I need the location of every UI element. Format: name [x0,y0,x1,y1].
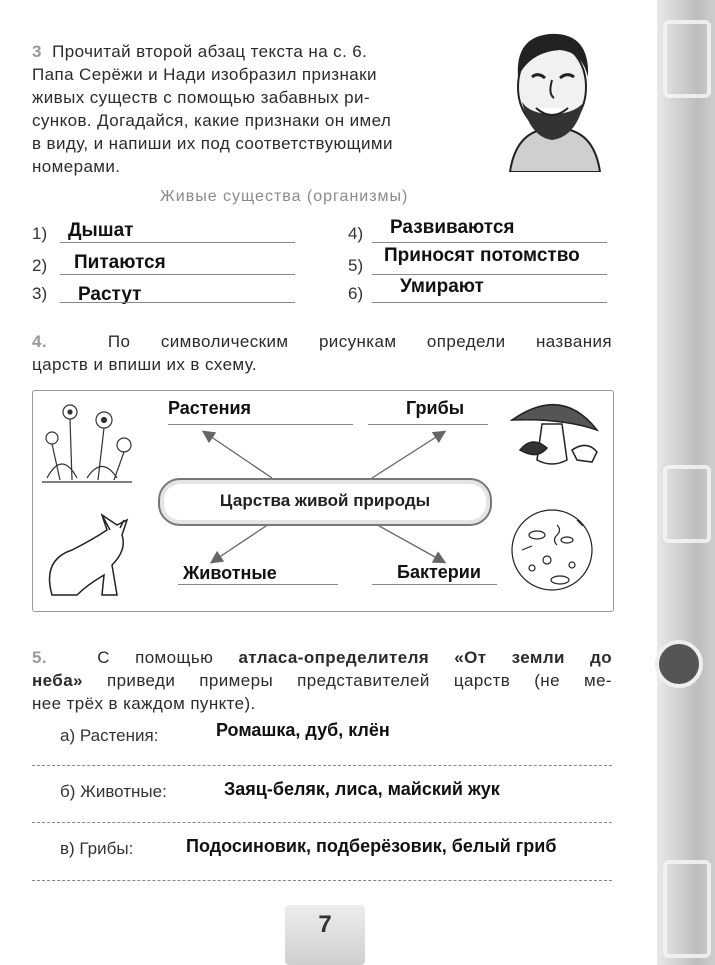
task5-text: 5. С помощью атласа-определителя «От земли до неба» приведи примеры представителей царств (не ме- нее трёх в каждом пункте). [32,648,612,713]
page-number-box [285,905,365,965]
answer-line [372,242,607,243]
task3-line: в виду, и напиши их под соответствующими [32,134,393,153]
kingdom-fungi: Грибы [406,398,465,418]
answer-line [60,302,295,303]
answer-line [32,880,612,881]
task3-line: сунков. Догадайся, какие признаки он имел [32,111,392,130]
answer-line [372,302,607,303]
kingdoms-center-label: Царства живой природы [219,491,431,510]
flowers-illustration [42,405,132,482]
answer-text: Растут [78,284,142,305]
item-number: 4) [348,224,364,243]
edge-ornament [663,20,711,98]
answer-line [60,274,295,275]
task3-text [32,40,492,178]
kingdom-plants: Растения [168,398,252,418]
arrow-plants [204,432,272,478]
item-number: 6) [348,284,364,303]
kingdoms-center-box [158,478,492,526]
answer-line [60,242,295,243]
answer-text: Питаются [74,252,166,273]
task3-heading: Живые существа (организмы) [160,188,409,205]
arrow-animals [212,522,272,562]
bacteria-illustration [512,510,592,590]
page-number: 7 [318,911,332,938]
answer-line [32,822,612,823]
edge-ornament [663,465,711,543]
answer-line [32,765,612,766]
answer-line [372,274,607,275]
answer-text: Приносят потомство [384,245,580,266]
answer-line [168,424,353,425]
answer-text: Развиваются [390,217,515,238]
arrow-bacteria [372,522,444,562]
answer-line [178,584,338,585]
item-number: 5) [348,256,364,275]
answer-text: Умирают [400,276,484,297]
answer-line [368,424,488,425]
item-label: б) Животные: [60,782,167,801]
page-edge-decoration [657,0,715,965]
answer-text: Заяц-беляк, лиса, майский жук [224,779,500,799]
task3-line: живых существ с помощью забавных ри- [32,88,370,107]
task3-line: номерами. [32,157,121,176]
item-number: 1) [32,224,48,243]
item-label: в) Грибы: [60,839,134,858]
page-marker-circle [655,640,703,688]
task3-number: 3 [32,42,42,61]
arrow-fungi [372,432,444,478]
kingdom-animals: Животные [183,563,277,583]
answer-line [372,584,497,585]
task4-number: 4. [32,332,47,351]
hare-illustration [50,515,128,595]
task4-text: 4. По символическим рисункам определи названия царств и впиши их в схему. [32,332,613,374]
task5-number: 5. [32,648,47,667]
father-illustration [500,22,605,172]
edge-ornament [663,860,711,958]
answer-text: Ромашка, дуб, клён [216,720,390,740]
answer-text: Подосиновик, подберёзовик, белый гриб [186,836,557,856]
task3-line: Папа Серёжи и Нади изобразил признаки [32,65,377,84]
kingdom-bacteria: Бактерии [397,562,481,582]
answer-text: Дышат [68,220,134,241]
task3-line: 3 Прочитай второй абзац текста на с. 6. [32,42,368,61]
mushroom-illustration [512,405,597,464]
item-label: а) Растения: [60,726,159,745]
item-number: 3) [32,284,48,303]
item-number: 2) [32,256,48,275]
